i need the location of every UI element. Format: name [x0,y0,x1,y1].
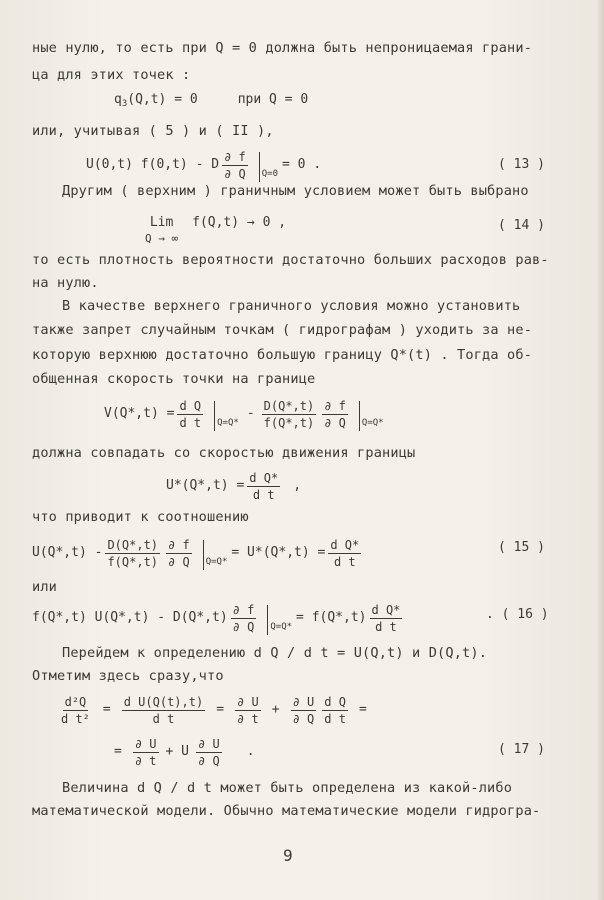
eq-numerator: ∂ f [168,537,190,552]
eq-term: = f(Q*,t) [296,610,367,625]
text-line: ца для этих точек : [32,67,191,83]
eval-bar [359,401,360,431]
text-line: математической модели. Обычно математические модели гидрогра- [32,803,541,819]
eq-numerator: d Q* [249,470,279,485]
text-line: или, учитывая ( 5 ) и ( II ), [32,123,274,139]
page-number: 9 [283,846,293,865]
eq-denominator: ∂ Q [232,619,255,634]
text-line: на нулю. [32,275,99,291]
eq-denominator: d t [179,415,202,430]
eq-subscript: Q=Q* [361,418,384,428]
eq-term: = 0 . [282,157,322,172]
eq-denominator: ∂ t [134,753,157,768]
lim-subscript: Q → ∞ [145,232,179,245]
equation-boundary-velocity [166,469,301,503]
equation-17-line-1 [56,688,375,732]
eq-numerator: ∂ f [324,398,346,413]
eval-bar [267,605,268,635]
eq-fraction [262,399,317,430]
equation-13 [86,148,321,182]
eq-term: . [246,744,255,759]
text-line: ные нулю, то есть при Q = 0 должна быть непроницаемая грани- [32,40,533,56]
text-line: Величина d Q / d t может быть определена из какой-либо [62,780,513,796]
eq-term: V(Q*,t) = [104,406,175,421]
eq-denominator: d t² [61,711,90,726]
eq-denominator: ∂ t [237,711,259,726]
eq-fraction [196,737,222,768]
eq-fraction [231,603,257,634]
eq-fraction [322,399,348,430]
eq-subscript: Q=Q* [205,557,228,567]
eq-operator: = [102,702,111,717]
eq-operator: = [216,702,225,717]
eq-fraction [133,737,159,768]
eq-subscript: Q=Q* [217,418,239,428]
text-line: Перейдем к определению d Q / d t = U(Q,t) и D(Q,t). [62,645,488,661]
lim-label: Lim [149,215,174,230]
eq-operator: = [114,744,122,759]
eq-fraction [122,695,205,726]
equation-number: ( 13 ) [498,157,545,172]
text-line: Отметим здесь сразу,что [32,668,224,684]
eq-numerator: d Q* [330,537,360,552]
eq-fraction [247,471,280,502]
eq-denominator: ∂ Q [224,166,246,181]
text-line: также запрет случайным точкам ( гидрографам ) уходить за не- [32,322,533,338]
eq-numerator: d Q* [371,602,401,617]
eq-denominator: ∂ Q [324,415,346,430]
eq-denominator: d t [324,711,346,726]
eq-numerator: ∂ U [292,694,315,709]
text-line: общенная скорость точки на границе [32,371,316,387]
eq-denominator: f(Q*,t) [107,554,159,569]
equation-15 [32,533,364,573]
eq-fraction [235,695,261,726]
eval-bar [203,540,204,570]
eq-term: U(0,t) f(0,t) - D [86,157,220,172]
eq-fraction [166,538,192,569]
eq-numerator: ∂ f [224,149,246,164]
eq-term: + U [165,744,189,759]
eq-fraction [222,150,248,181]
eq-term: U*(Q*,t) = [166,478,245,493]
eq-term: q [114,92,122,107]
eq-denominator: d t [252,487,275,502]
equation-number: ( 15 ) [498,540,545,555]
equation-number: . ( 16 ) [486,607,549,622]
text-line: что приводит к соотношению [32,509,249,525]
eq-numerator: d²Q [64,694,87,709]
equation-generalized-velocity [104,393,388,435]
eq-denominator: d t [152,711,175,726]
eq-numerator: d U(Q(t),t) [123,694,204,709]
equation-number: ( 17 ) [498,742,545,757]
limit-operator [145,215,178,247]
eq-operator: + [271,702,280,717]
text-line: Другим ( верхним ) граничным условием может быть выбрано [62,183,529,199]
eq-denominator: d t [333,554,356,569]
eq-term: f(Q*,t) U(Q*,t) - D(Q*,t) [32,610,228,625]
eq-denominator: d t [375,619,397,634]
eq-term: , [293,478,302,493]
eq-fraction [291,695,317,726]
eq-numerator: ∂ f [232,602,255,617]
equation-boundary-flux [114,92,308,108]
eq-denominator: ∂ Q [168,554,190,569]
equation-number: ( 14 ) [498,218,545,233]
eq-term: U(Q*,t) - [32,545,103,560]
eq-subscript: Q=0 [261,169,279,179]
eq-fraction [105,538,160,569]
text-line: которую верхнюю достаточно большую границу Q*(t) . Тогда об- [32,347,533,363]
page-edge [598,0,604,900]
equation-16 [32,598,405,638]
eval-bar [259,152,260,182]
text-line: то есть плотность вероятности достаточно больших расходов рав- [32,252,549,268]
eq-term: = U*(Q*,t) = [231,545,326,560]
eq-fraction [177,399,203,430]
eq-condition: при Q = 0 [237,92,309,107]
eq-fraction [59,695,92,726]
eq-numerator: ∂ U [198,736,220,751]
eq-numerator: D(Q*,t) [107,537,159,552]
text-line: или [32,579,58,595]
eq-numerator: ∂ U [237,694,259,709]
equation-14 [145,215,286,247]
eq-denominator: ∂ Q [292,711,315,726]
eq-operator: - [246,406,255,421]
eq-subscript: 3 [121,99,128,109]
eq-numerator: d Q [324,694,346,709]
eq-fraction [328,538,361,569]
text-line: должна совпадать со скоростью движения границы [32,445,416,461]
eq-fraction [322,695,348,726]
eq-term: (Q,t) = 0 [127,92,198,107]
text-line: В качестве верхнего граничного условия можно установить [62,298,521,314]
eq-denominator: ∂ Q [198,753,220,768]
eq-numerator: D(Q*,t) [263,398,315,413]
eq-operator: = [358,702,367,717]
eq-subscript: Q=Q* [270,622,293,632]
eval-bar [214,401,215,431]
eq-denominator: f(Q*,t) [263,415,315,430]
equation-17-line-2 [114,734,255,770]
eq-fraction [370,603,403,634]
eq-numerator: ∂ U [134,736,157,751]
eq-numerator: d Q [179,398,202,413]
eq-term: f(Q,t) → 0 , [192,215,287,230]
